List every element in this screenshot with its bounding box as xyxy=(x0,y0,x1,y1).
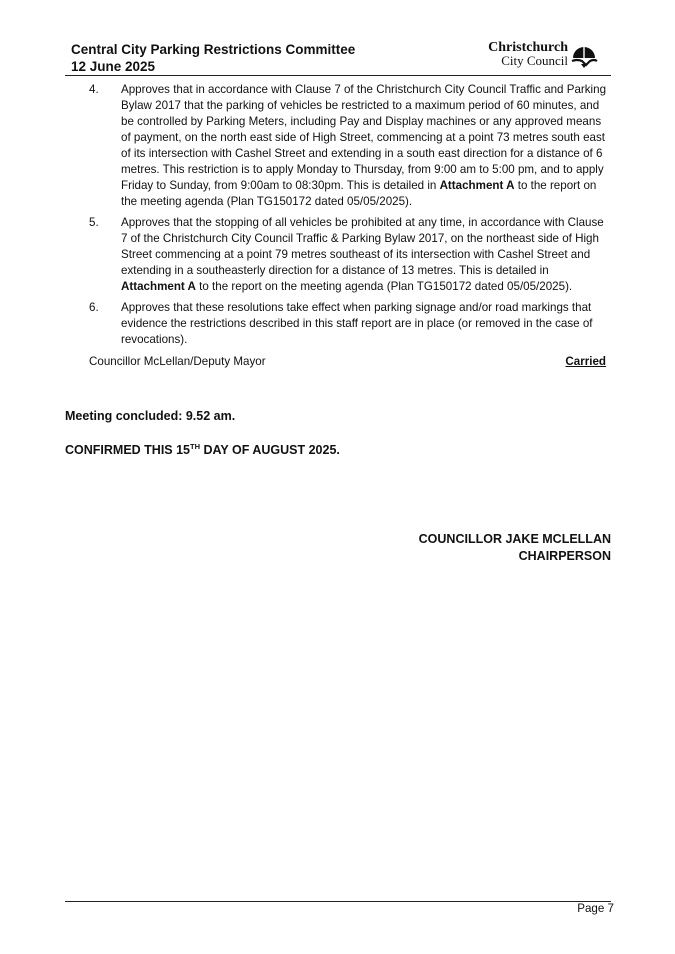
meeting-date: 12 June 2025 xyxy=(71,59,156,74)
resolution-item-6 xyxy=(89,300,609,348)
council-logo xyxy=(478,41,600,69)
signature-block xyxy=(419,531,611,565)
header-divider xyxy=(65,75,611,76)
attachment-reference: Attachment A xyxy=(121,280,196,293)
confirmation-superscript: TH xyxy=(190,442,201,451)
item-number: 5. xyxy=(89,216,99,229)
footer-divider xyxy=(65,901,611,902)
item-text-part: to the report on the meeting agenda (Plan TG150172 dated 05/05/2025). xyxy=(195,280,573,293)
motion-result: Carried xyxy=(565,355,606,368)
item-text-part: Approves that in accordance with Clause 7 of the Christchurch City Council Traffic and Parking Bylaw 2017 that the parking of vehicles be restricted to a maximum period of 60 minutes, and be controlled by Parking Meters, including Pay and Display machines or any approved means of payment, on the north east side of High Street, commencing at a point 73 metres south east of its intersection with Cashel Street and extending in a south east direction for a distance of 6 metres. This restriction is to apply Monday to Thursday, from 9:00 am to 5:00 pm, and to apply Friday to Sunday, from 9:00am to 08:30pm. This is detailed in xyxy=(121,83,607,192)
item-number: 6. xyxy=(89,301,99,314)
page-header-title xyxy=(71,41,355,75)
page-number: Page 7 xyxy=(577,902,614,915)
motion-movers: Councillor McLellan/Deputy Mayor xyxy=(89,355,266,368)
chair-role: CHAIRPERSON xyxy=(518,549,611,563)
item-number: 4. xyxy=(89,83,99,96)
attachment-reference: Attachment A xyxy=(439,179,515,192)
logo-text-line2: City Council xyxy=(501,53,568,68)
confirmation-statement xyxy=(65,442,340,458)
item-text xyxy=(121,215,609,295)
item-text xyxy=(121,82,609,210)
meeting-concluded: Meeting concluded: 9.52 am. xyxy=(65,409,236,423)
council-emblem-icon xyxy=(570,42,598,69)
confirmation-text: CONFIRMED THIS 15 xyxy=(65,443,191,457)
resolution-item-5 xyxy=(89,215,609,295)
confirmation-text: DAY OF AUGUST 2025. xyxy=(200,443,340,457)
item-text: Approves that these resolutions take effect when parking signage and/or road markings that evidence the restrictions described in this staff report are in place (or removed in the case of revocations). xyxy=(121,301,593,346)
logo-text-line1: Christchurch xyxy=(488,40,568,55)
resolution-item-4 xyxy=(89,82,609,210)
motion-line xyxy=(89,354,606,370)
committee-name: Central City Parking Restrictions Committee xyxy=(71,42,356,57)
chair-name: COUNCILLOR JAKE MCLELLAN xyxy=(418,532,611,546)
item-text-part: to the report on the meeting agenda (Plan TG150172 dated 05/05/2025). xyxy=(121,179,597,208)
item-text-part: Approves that the stopping of all vehicles be prohibited at any time, in accordance with Clause 7 of the Christchurch City Council Traffic & Parking Bylaw 2017, on the northeast side of High Street commencing at a point 79 metres southeast of its intersection with Cashel Street and extending in a southeasterly direction for a distance of 13 metres. This is detailed in xyxy=(121,216,604,277)
